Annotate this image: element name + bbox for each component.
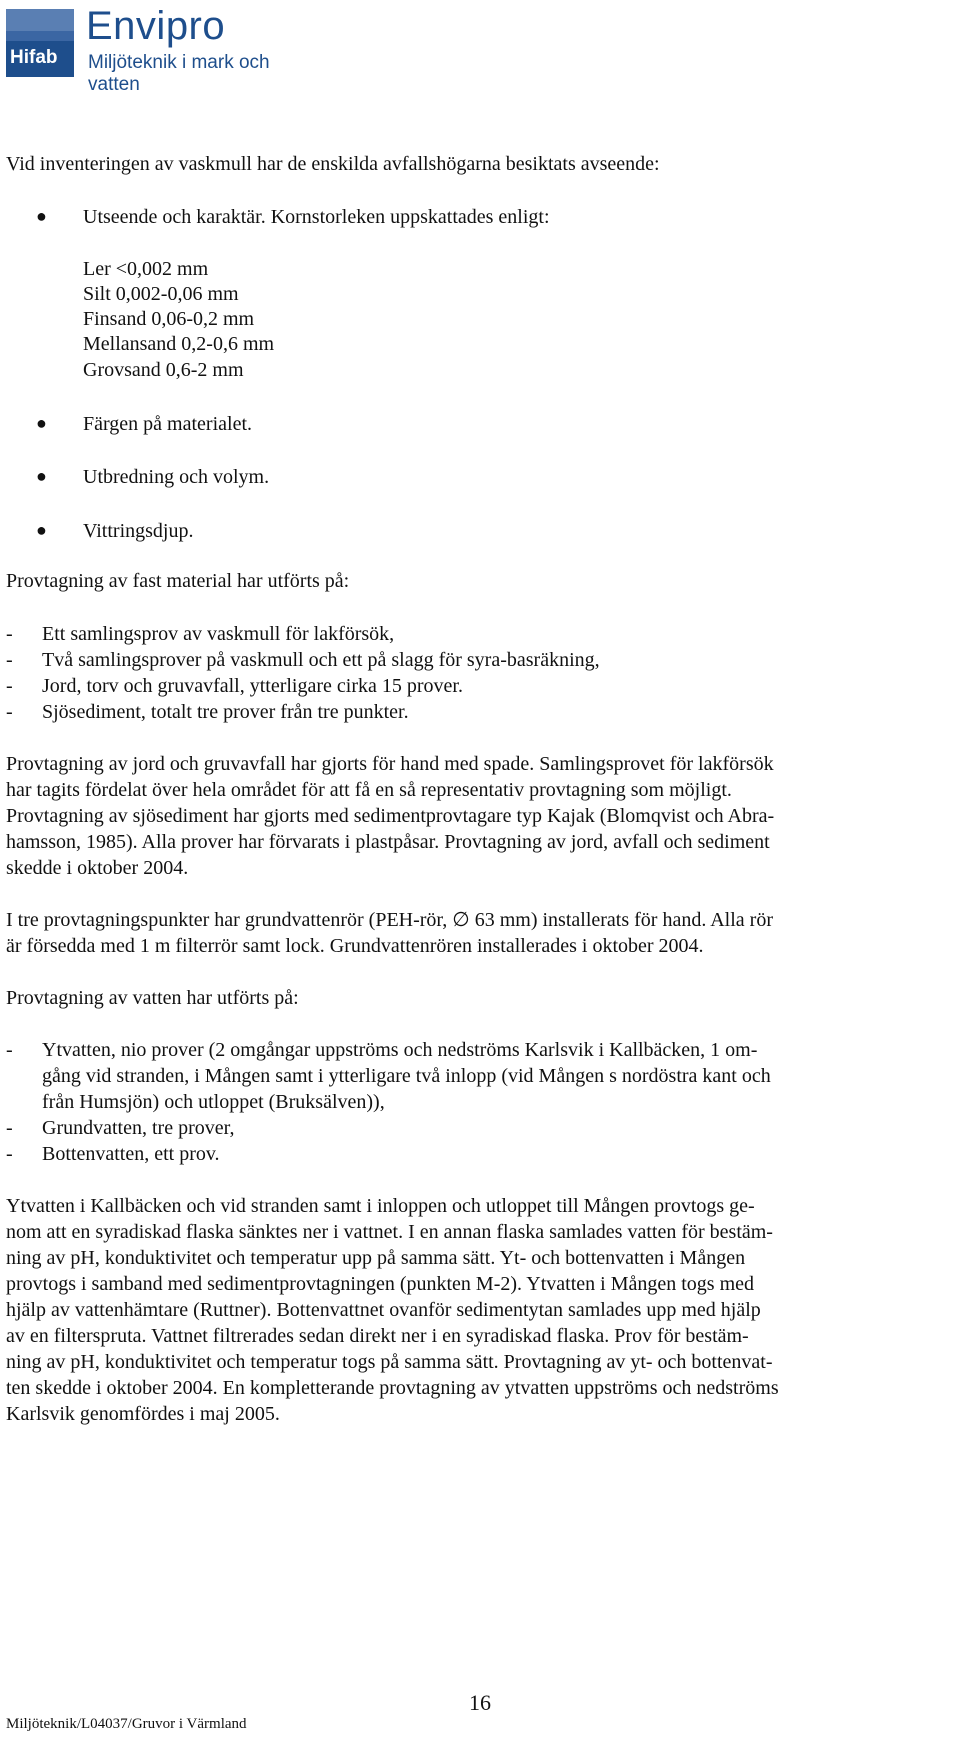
- grain-size-line: Grovsand 0,6-2 mm: [83, 359, 244, 381]
- page-number: 16: [469, 1690, 491, 1715]
- dash-marker: -: [6, 701, 13, 723]
- dash-marker: -: [6, 1117, 13, 1139]
- water-heading: Provtagning av vatten har utförts på:: [6, 987, 299, 1009]
- bullet-text: Utseende och karaktär. Kornstorleken uppskattades enligt:: [83, 206, 550, 228]
- bullet-text: Vittringsdjup.: [83, 520, 194, 542]
- grain-size-line: Finsand 0,06-0,2 mm: [83, 308, 255, 330]
- bullet-dot: ●: [36, 413, 47, 433]
- paragraph-line: är försedda med 1 m filterrör samt lock. Grundvattenrören installerades i oktober 2004.: [6, 935, 704, 957]
- water-item-line: från Humsjön) och utloppet (Bruksälven)),: [42, 1091, 385, 1113]
- paragraph-line: Provtagning av jord och gruvavfall har gjorts för hand med spade. Samlingsprovet för lakförsök: [6, 753, 774, 775]
- grain-size-line: Mellansand 0,2-0,6 mm: [83, 333, 275, 355]
- bullet-text: Färgen på materialet.: [83, 413, 253, 435]
- paragraph-line: ning av pH, konduktivitet och temperatur togs på samma sätt. Provtagning av yt- och bottenvat-: [6, 1351, 773, 1373]
- bullet-dot: ●: [36, 206, 47, 226]
- paragraph-line: ning av pH, konduktivitet och temperatur upp på samma sätt. Yt- och bottenvatten i Mången: [6, 1247, 746, 1269]
- logo-subtitle: Miljöteknik i mark och vatten: [88, 52, 270, 95]
- dash-marker: -: [6, 675, 13, 697]
- solid-heading: Provtagning av fast material har utförts på:: [6, 570, 350, 592]
- water-item-line: Bottenvatten, ett prov.: [42, 1143, 220, 1165]
- hifab-logo-text: Hifab: [10, 47, 58, 68]
- solid-item: Jord, torv och gruvavfall, ytterligare cirka 15 prover.: [42, 675, 463, 697]
- grain-size-line: Silt 0,002-0,06 mm: [83, 283, 239, 305]
- water-item-line: gång vid stranden, i Mången samt i ytterligare två inlopp (vid Mången s nordöstra kant och: [42, 1065, 771, 1087]
- dash-marker: -: [6, 1143, 13, 1165]
- paragraph-line: provtogs i samband med sedimentprovtagningen (punkten M-2). Ytvatten i Mången togs med: [6, 1273, 755, 1295]
- solid-item: Två samlingsprover på vaskmull och ett på slagg för syra-basräkning,: [42, 649, 600, 671]
- paragraph-line: har tagits fördelat över hela området för att få en så representativ provtagning som möjligt.: [6, 779, 732, 801]
- logo-title: Envipro: [86, 4, 226, 48]
- solid-item: Ett samlingsprov av vaskmull för lakförsök,: [42, 623, 395, 645]
- paragraph-line: Karlsvik genomfördes i maj 2005.: [6, 1403, 280, 1425]
- bullet-dot: ●: [36, 466, 47, 486]
- paragraph-line: nom att en syradiskad flaska sänktes ner i vattnet. I en annan flaska samlades vatten för bestäm-: [6, 1221, 773, 1243]
- grain-size-line: Ler <0,002 mm: [83, 258, 209, 280]
- hifab-logo-box: [6, 9, 74, 77]
- paragraph-line: Ytvatten i Kallbäcken och vid stranden samt i inloppen och utloppet till Mången provtogs ge-: [6, 1195, 755, 1217]
- paragraph-line: I tre provtagningspunkter har grundvattenrör (PEH-rör, ∅ 63 mm) installerats för hand. Alla rör: [6, 909, 773, 931]
- bullet-dot: ●: [36, 520, 47, 540]
- paragraph-line: hjälp av vattenhämtare (Ruttner). Bottenvattnet ovanför sedimentytan samlades upp med hjälp: [6, 1299, 761, 1321]
- dash-marker: -: [6, 649, 13, 671]
- paragraph-line: Provtagning av sjösediment har gjorts med sedimentprovtagare typ Kajak (Blomqvist och Abra-: [6, 805, 775, 827]
- solid-item: Sjösediment, totalt tre prover från tre punkter.: [42, 701, 409, 723]
- intro-text: Vid inventeringen av vaskmull har de enskilda avfallshögarna besiktats avseende:: [6, 153, 660, 175]
- paragraph-line: skedde i oktober 2004.: [6, 857, 189, 879]
- paragraph-line: av en filterspruta. Vattnet filtrerades sedan direkt ner i en syradiskad flaska. Prov för bestäm-: [6, 1325, 749, 1347]
- document-footer: Miljöteknik/L04037/Gruvor i Värmland: [6, 1716, 247, 1732]
- dash-marker: -: [6, 1039, 13, 1061]
- water-item-line: Ytvatten, nio prover (2 omgångar uppströms och nedströms Karlsvik i Kallbäcken, 1 om-: [42, 1039, 758, 1061]
- envipro-logo: [6, 4, 306, 95]
- bullet-text: Utbredning och volym.: [83, 466, 270, 488]
- water-item-line: Grundvatten, tre prover,: [42, 1117, 235, 1139]
- paragraph-line: hamsson, 1985). Alla prover har förvarats i plastpåsar. Provtagning av jord, avfall och sediment: [6, 831, 770, 853]
- dash-marker: -: [6, 623, 13, 645]
- paragraph-line: ten skedde i oktober 2004. En kompletterande provtagning av ytvatten uppströms och nedströms: [6, 1377, 779, 1399]
